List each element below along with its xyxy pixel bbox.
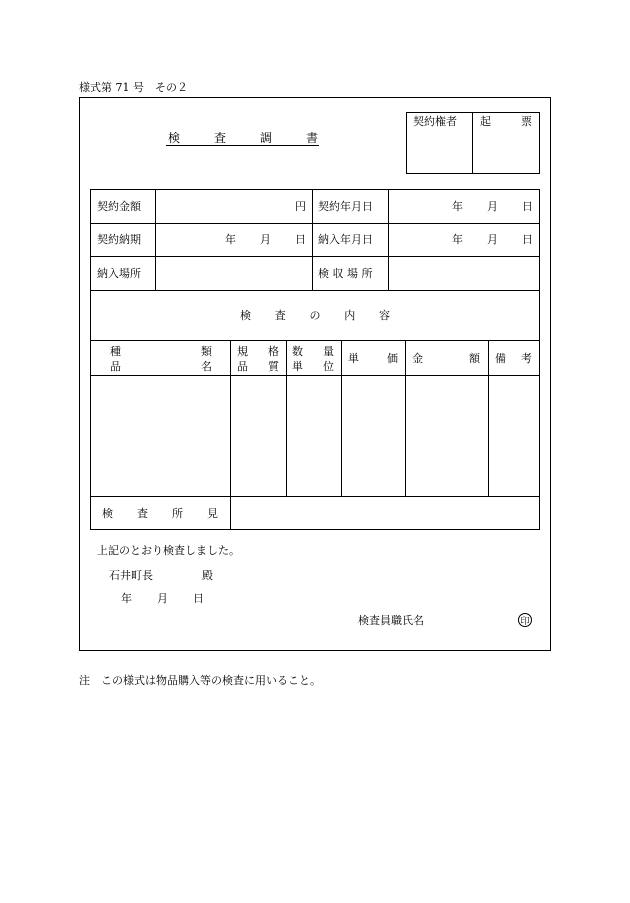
delivery-date-day: 日 [522, 233, 533, 246]
col-line [488, 340, 489, 496]
inspection-opinion-label: 検 査 所 見 [102, 507, 218, 520]
inspection-place-label: 検 収 場 所 [318, 267, 373, 280]
signature-year: 年 [121, 592, 132, 605]
col-line [341, 340, 342, 496]
form-number: 様式第 71 号 その２ [79, 81, 188, 94]
approval-drafter-label: 起 票 [480, 115, 532, 128]
row-line [90, 496, 540, 497]
deadline-day: 日 [295, 233, 306, 246]
signature-day: 日 [193, 592, 204, 605]
row-line [90, 223, 540, 224]
honorific: 殿 [202, 569, 213, 582]
delivery-deadline-label: 契約納期 [97, 233, 141, 246]
col-spec-bottom: 品 質 [237, 360, 279, 373]
col-amount: 金 額 [412, 352, 480, 365]
form-title [168, 132, 318, 144]
col-remarks: 備 考 [495, 352, 532, 365]
approval-divider [472, 112, 473, 174]
col-qty-bottom: 単 位 [292, 360, 334, 373]
col-line [230, 340, 231, 530]
contract-amount-label: 契約金額 [97, 200, 141, 213]
delivery-date-year: 年 [452, 233, 463, 246]
col-line [286, 340, 287, 496]
delivery-date-month: 月 [487, 233, 498, 246]
contract-date-month: 月 [487, 200, 498, 213]
delivery-place-label: 納入場所 [97, 267, 141, 280]
col-line [155, 189, 156, 290]
signature-month: 月 [157, 592, 168, 605]
row-line [90, 290, 540, 291]
addressee: 石井町長 [109, 569, 153, 582]
contract-date-year: 年 [452, 200, 463, 213]
title-char: 検 [168, 131, 181, 145]
deadline-month: 月 [260, 233, 271, 246]
row-line [90, 256, 540, 257]
col-spec-top: 規 格 [237, 345, 279, 358]
title-char: 書 [305, 131, 318, 145]
approval-contractor-label: 契約権者 [413, 115, 457, 128]
col-line [312, 189, 313, 290]
col-qty-top: 数 量 [292, 345, 334, 358]
col-name-bottom: 品 名 [110, 360, 212, 373]
inspector-label: 検査員職氏名 [358, 614, 424, 627]
deadline-year: 年 [225, 233, 236, 246]
seal-mark: 印 [518, 613, 532, 627]
title-underline [166, 145, 319, 146]
footnote: 注 この様式は物品購入等の検査に用いること。 [79, 674, 321, 687]
contract-date-day: 日 [522, 200, 533, 213]
row-line [90, 375, 540, 376]
contract-date-label: 契約年月日 [318, 200, 373, 213]
row-line [90, 340, 540, 341]
col-unit-price: 単 価 [348, 352, 398, 365]
title-char: 査 [213, 131, 226, 145]
col-line [388, 189, 389, 290]
col-kind-top: 種 類 [110, 345, 212, 358]
statement-text: 上記のとおり検査しました。 [97, 544, 240, 557]
content-heading: 検 査 の 内 容 [240, 309, 390, 322]
title-char: 調 [259, 131, 272, 145]
yen-unit: 円 [295, 200, 306, 213]
col-line [405, 340, 406, 496]
delivery-date-label: 納入年月日 [318, 233, 373, 246]
